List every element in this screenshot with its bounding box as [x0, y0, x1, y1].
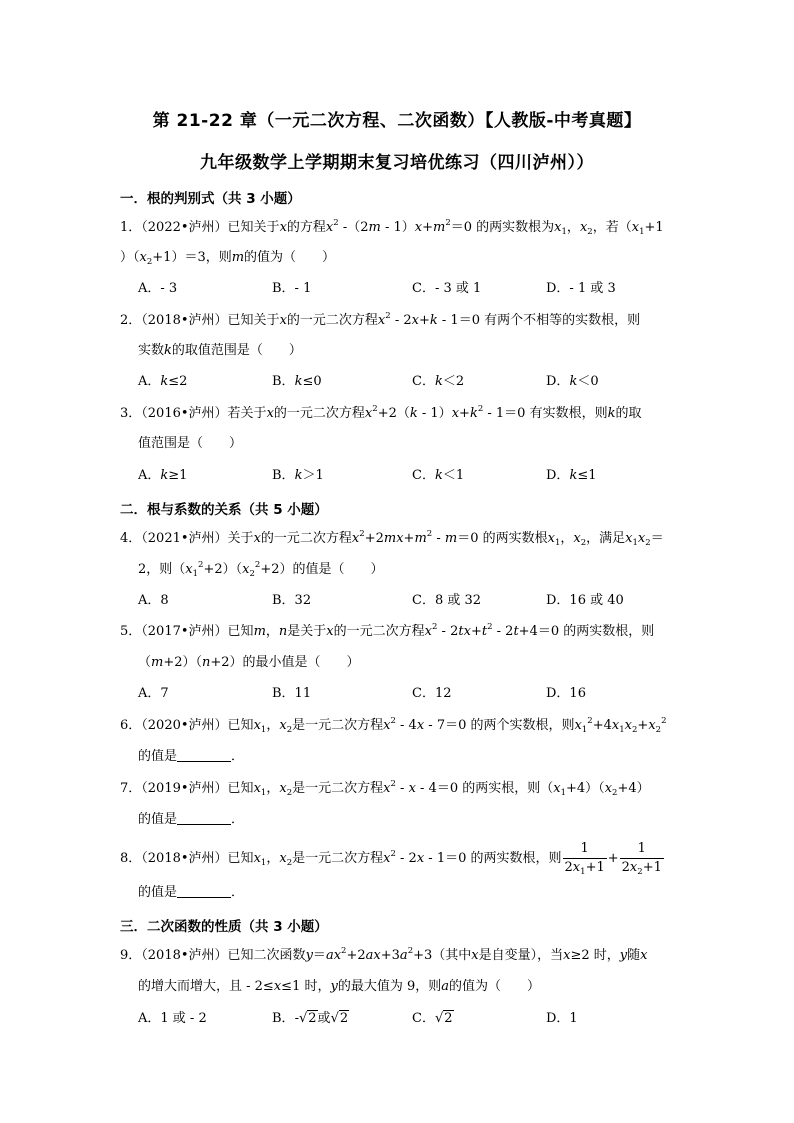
sqrt-symbol: √2 [298, 1011, 317, 1026]
question-4-line-2: 2，则$(x_1^2+2)(x_2^2+2)$的值是（ ） [138, 560, 384, 579]
option-a[interactable]: A．8 [138, 593, 169, 608]
question-8-line-1: 8．（2018•泸州）已知$x_1$，$x_2$是一元二次方程$x^2 - 2x - 1=0$ 的两实数根，则 $\frac{1}{2x_1+1}$ + $\frac{1}{2x_2+1}$ [120, 841, 662, 877]
page-title: 第 21-22 章（一元二次方程、二次函数）【人教版-中考真题】 [152, 111, 642, 131]
question-5-line-2: （m+2）（n+2）的最小值是（ ） [138, 655, 360, 670]
question-9-line-2: 的增大而增大，且 - 2≤x≤1 时，y的最大值为 9，则a的值为（ ） [138, 979, 541, 994]
question-2-line-2: 实数k的取值范围是（ ） [138, 343, 302, 358]
option-c[interactable]: C．12 [412, 686, 452, 701]
sqrt-symbol: √2 [434, 1011, 453, 1026]
question-3-line-2: 值范围是（ ） [138, 436, 243, 451]
option-c[interactable]: C．√2 [412, 1009, 454, 1029]
option-b[interactable]: B．- 1 [272, 281, 312, 296]
question-1-options [138, 279, 678, 299]
question-6-line-1: 6．（2020•泸州）已知$x_1$，$x_2$是一元二次方程$x^2 - 4x - 7=0$ 的两个实数根，则$x_1^2+4x_1x_2+x_2^2$ [120, 716, 667, 735]
question-3-options [138, 466, 678, 486]
question-7-line-2: 的值是 ． [138, 812, 245, 827]
option-d[interactable]: D．16 或 40 [546, 593, 624, 608]
answer-blank[interactable] [177, 811, 231, 825]
question-6-line-2: 的值是 ． [138, 749, 245, 764]
option-b[interactable]: B．k＞1 [272, 468, 324, 483]
question-5-options [138, 684, 678, 704]
fraction-1: $\frac{1}{2x_1+1}$ [564, 841, 605, 877]
answer-blank[interactable] [177, 748, 231, 762]
option-c[interactable]: C．k＜2 [412, 374, 465, 389]
sqrt-symbol: √2 [330, 1011, 349, 1026]
option-a[interactable]: A．- 3 [138, 281, 178, 296]
option-c[interactable]: C．8 或 32 [412, 593, 482, 608]
option-a[interactable]: A．k≤2 [138, 374, 188, 389]
option-d[interactable]: D．16 [546, 686, 586, 701]
option-c[interactable]: C．- 3 或 1 [412, 281, 482, 296]
option-a[interactable]: A．k≥1 [138, 468, 188, 483]
question-4-line-1: 4．（2021•泸州）关于x的一元二次方程$x^2+2mx+m^2 - m=0$ 的两实数根$x_1$，$x_2$，满足$x_1x_2=$ [120, 529, 664, 548]
question-1-line-2: ）$(x_2+1)=3$，则m的值为（ ） [120, 250, 336, 267]
question-1-line-1: 1．（2022•泸州）已知关于x的方程$x^2$ $-(2m - 1)x+m^2=0$ 的两实数根为$x_1$，$x_2$，若（$x_1+1$ [120, 218, 664, 237]
option-d[interactable]: D．k≤1 [546, 468, 597, 483]
option-d[interactable]: D．k＜0 [546, 374, 599, 389]
option-b[interactable]: B．-√2或√2 [272, 1009, 349, 1029]
question-2-line-1: 2．（2018•泸州）已知关于x的一元二次方程$x^2 - 2x+k - 1=0$ 有两个不相等的实数根，则 [120, 311, 641, 328]
section-heading: 二．根与系数的关系（共 5 小题） [120, 502, 328, 518]
option-d[interactable]: D．- 1 或 3 [546, 281, 616, 296]
option-c[interactable]: C．k＜1 [412, 468, 465, 483]
answer-blank[interactable] [177, 884, 231, 898]
question-4-options [138, 591, 678, 611]
option-a[interactable]: A．7 [138, 686, 169, 701]
question-3-line-1: 3．（2016•泸州）若关于x的一元二次方程$x^2+2(k - 1)x+k^2 - 1=0$ 有实数根，则k的取 [120, 404, 642, 421]
page-subtitle: 九年级数学上学期期末复习培优练习（四川泸州）） [200, 153, 594, 173]
option-d[interactable]: D．1 [546, 1011, 578, 1026]
question-2-options [138, 372, 678, 392]
question-5-line-1: 5．（2017•泸州）已知m，n是关于x的一元二次方程$x^2 - 2tx+t^2 - 2t+4=0$ 的两实数根，则 [120, 622, 655, 639]
question-9-line-1: 9．（2018•泸州）已知二次函数$y=ax^2+2ax+3a^2+3$（其中x是自变量），当x≥2 时，y随x [120, 946, 648, 963]
fraction-2: $\frac{1}{2x_2+1}$ [621, 841, 662, 877]
question-7-line-1: 7．（2019•泸州）已知$x_1$，$x_2$是一元二次方程$x^2 - x - 4=0$ 的两实根，则$(x_1+4)(x_2+4)$ [120, 779, 650, 798]
option-b[interactable]: B．11 [272, 686, 312, 701]
question-9-options [138, 1009, 678, 1029]
question-8-line-2: 的值是 ． [138, 885, 245, 900]
option-a[interactable]: A．1 或 - 2 [138, 1011, 207, 1026]
option-b[interactable]: B．k≤0 [272, 374, 322, 389]
section-heading: 三．二次函数的性质（共 3 小题） [120, 919, 328, 935]
option-b[interactable]: B．32 [272, 593, 312, 608]
section-heading: 一．根的判别式（共 3 小题） [120, 191, 301, 207]
